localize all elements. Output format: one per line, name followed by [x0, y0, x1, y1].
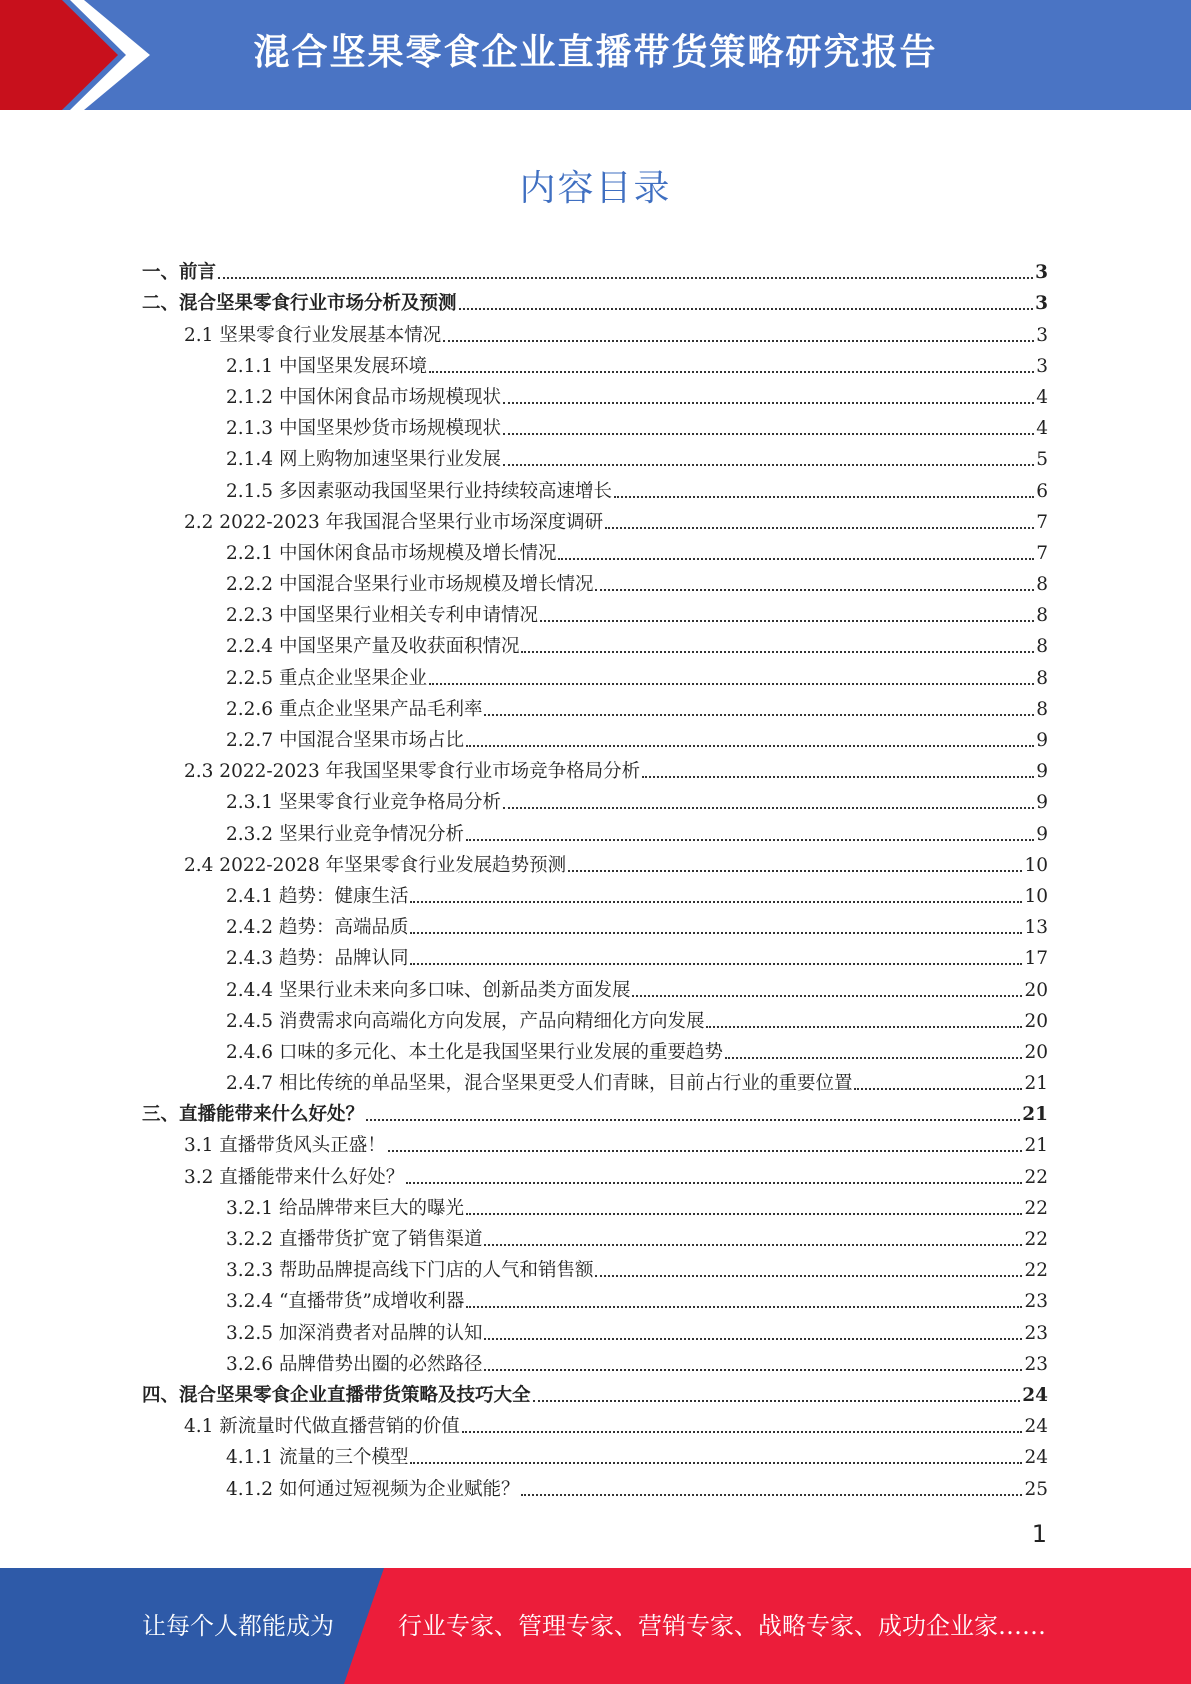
toc-entry-page: 8: [1036, 698, 1048, 720]
toc-entry[interactable]: [142, 441, 1048, 472]
toc-leader-dots: [595, 589, 1034, 591]
toc-entry[interactable]: [142, 1003, 1048, 1034]
toc-entry-page: 3: [1036, 324, 1048, 346]
footer-slogan-right: 行业专家、管理专家、营销专家、战略专家、成功企业家……: [398, 1612, 1046, 1640]
toc-entry-title: 2.4.5 消费需求向高端化方向发展，产品向精细化方向发展: [226, 1010, 705, 1032]
toc-leader-dots: [410, 1462, 1022, 1464]
toc-entry-page: 23: [1024, 1322, 1048, 1344]
toc-entry-page: 20: [1024, 979, 1048, 1001]
toc-entry-page: 9: [1036, 792, 1048, 814]
toc-leader-dots: [706, 1026, 1022, 1028]
toc-leader-dots: [429, 371, 1034, 373]
toc-entry-page: 8: [1036, 574, 1048, 596]
toc-leader-dots: [503, 402, 1034, 404]
toc-entry-page: 5: [1036, 449, 1048, 471]
toc-entry-page: 8: [1036, 636, 1048, 658]
toc-entry-title: 3.2.6 品牌借势出圈的必然路径: [226, 1353, 483, 1375]
toc-entry-title: 四、混合坚果零食企业直播带货策略及技巧大全: [142, 1384, 531, 1406]
toc-entry-title: 4.1.1 流量的三个模型: [226, 1447, 409, 1469]
toc-entry-page: 24: [1022, 1384, 1048, 1406]
toc-entry[interactable]: [142, 1314, 1048, 1345]
toc-entry[interactable]: [142, 940, 1048, 971]
toc-entry[interactable]: [142, 1470, 1048, 1501]
toc-leader-dots: [429, 683, 1034, 685]
toc-entry-title: 2.4 2022-2028 年坚果零食行业发展趋势预测: [184, 854, 567, 876]
toc-leader-dots: [503, 433, 1034, 435]
toc-entry-title: 3.2.3 帮助品牌提高线下门店的人气和销售额: [226, 1260, 594, 1282]
toc-entry[interactable]: [142, 628, 1048, 659]
toc-entry-title: 4.1.2 如何通过短视频为企业赋能？: [226, 1478, 520, 1500]
toc-entry-title: 2.2.3 中国坚果行业相关专利申请情况: [226, 605, 538, 627]
toc-entry-page: 21: [1022, 1104, 1048, 1126]
toc-leader-dots: [462, 1431, 1023, 1433]
toc-entry[interactable]: [142, 1190, 1048, 1221]
toc-entry-page: 21: [1024, 1073, 1048, 1095]
toc-entry-title: 2.2.6 重点企业坚果产品毛利率: [226, 698, 483, 720]
toc-leader-dots: [466, 839, 1034, 841]
toc-entry-page: 23: [1024, 1353, 1048, 1375]
toc-leader-dots: [459, 308, 1034, 310]
toc-entry-page: 3: [1035, 262, 1048, 284]
toc-leader-dots: [540, 620, 1034, 622]
toc-entry-page: 6: [1036, 480, 1048, 502]
toc-entry-title: 2.3.2 坚果行业竞争情况分析: [226, 823, 464, 845]
page-number: 1: [1031, 1520, 1047, 1548]
report-title: 混合坚果零食企业直播带货策略研究报告: [253, 32, 938, 73]
toc-entry[interactable]: [142, 1158, 1048, 1189]
toc-entry[interactable]: [142, 504, 1048, 535]
toc-entry-title: 2.2.4 中国坚果产量及收获面积情况: [226, 636, 520, 658]
toc-entry[interactable]: [142, 1439, 1048, 1470]
toc-entry[interactable]: [142, 472, 1048, 503]
toc-entry-page: 17: [1024, 948, 1048, 970]
toc-entry-page: 20: [1024, 1010, 1048, 1032]
toc-entry-title: 2.4.2 趋势：高端品质: [226, 917, 409, 939]
toc-entry-title: 2.1.2 中国休闲食品市场规模现状: [226, 386, 501, 408]
toc-entry-title: 2.1.4 网上购物加速坚果行业发展: [226, 449, 501, 471]
toc-leader-dots: [484, 1338, 1022, 1340]
toc-leader-dots: [484, 714, 1034, 716]
toc-entry[interactable]: [142, 316, 1048, 347]
toc-entry-page: 3: [1036, 355, 1048, 377]
toc-entry-page: 20: [1024, 1041, 1048, 1063]
toc-entry-title: 2.4.7 相比传统的单品坚果，混合坚果更受人们青睐，目前占行业的重要位置: [226, 1073, 853, 1095]
toc-entry-title: 2.4.4 坚果行业未来向多口味、创新品类方面发展: [226, 979, 631, 1001]
toc-entry-title: 2.2 2022-2023 年我国混合坚果行业市场深度调研: [184, 511, 604, 533]
toc-entry-title: 2.2.2 中国混合坚果行业市场规模及增长情况: [226, 574, 594, 596]
toc-entry[interactable]: [142, 753, 1048, 784]
toc-entry-title: 2.1 坚果零食行业发展基本情况: [184, 324, 442, 346]
toc-entry-page: 21: [1024, 1135, 1048, 1157]
toc-entry-title: 2.2.5 重点企业坚果企业: [226, 667, 427, 689]
toc-entry[interactable]: [142, 659, 1048, 690]
toc-leader-dots: [521, 651, 1034, 653]
toc-entry-page: 3: [1035, 293, 1048, 315]
toc-entry[interactable]: [142, 1034, 1048, 1065]
toc-leader-dots: [642, 776, 1034, 778]
toc-entry[interactable]: [142, 1408, 1048, 1439]
toc-entry-title: 3.2.5 加深消费者对品牌的认知: [226, 1322, 483, 1344]
toc-entry-title: 2.2.7 中国混合坚果市场占比: [226, 730, 464, 751]
toc-leader-dots: [218, 277, 1033, 279]
toc-leader-dots: [725, 1057, 1022, 1059]
toc-leader-dots: [466, 1213, 1022, 1215]
table-of-contents: [142, 254, 1048, 1502]
toc-entry-page: 7: [1036, 542, 1048, 564]
toc-entry[interactable]: [142, 909, 1048, 940]
toc-entry-page: 25: [1024, 1478, 1048, 1500]
toc-leader-dots: [605, 527, 1034, 529]
toc-leader-dots: [632, 995, 1022, 997]
toc-leader-dots: [503, 464, 1034, 466]
toc-entry-title: 2.1.1 中国坚果发展环境: [226, 355, 427, 377]
toc-leader-dots: [614, 496, 1034, 498]
toc-entry-page: 24: [1024, 1447, 1048, 1469]
toc-entry[interactable]: [142, 971, 1048, 1002]
toc-entry-title: 3.2.2 直播带货扩宽了销售渠道: [226, 1229, 483, 1250]
toc-entry-page: 9: [1036, 730, 1048, 751]
toc-entry-title: 2.4.1 趋势：健康生活: [226, 885, 409, 907]
toc-leader-dots: [854, 1088, 1022, 1090]
toc-entry[interactable]: [142, 1127, 1048, 1158]
toc-entry[interactable]: [142, 566, 1048, 597]
toc-entry[interactable]: [142, 722, 1048, 753]
toc-entry-title: 2.1.3 中国坚果炒货市场规模现状: [226, 418, 501, 440]
toc-entry-title: 2.1.5 多因素驱动我国坚果行业持续较高速增长: [226, 480, 612, 502]
toc-entry[interactable]: [142, 1283, 1048, 1314]
toc-entry[interactable]: [142, 597, 1048, 628]
toc-entry[interactable]: [142, 878, 1048, 909]
toc-entry-page: 4: [1036, 386, 1048, 408]
toc-entry[interactable]: [142, 254, 1048, 285]
toc-entry-title: 一、前言: [142, 262, 217, 284]
toc-entry-page: 22: [1024, 1166, 1048, 1188]
toc-entry-title: 4.1 新流量时代做直播营销的价值: [184, 1416, 460, 1438]
toc-leader-dots: [406, 1182, 1022, 1184]
toc-entry-page: 10: [1024, 885, 1048, 907]
toc-leader-dots: [466, 1306, 1022, 1308]
toc-entry-title: 2.4.3 趋势：品牌认同: [226, 948, 409, 970]
toc-entry[interactable]: [142, 1252, 1048, 1283]
toc-entry-page: 8: [1036, 667, 1048, 689]
toc-entry-title: 三、直播能带来什么好处？: [142, 1104, 365, 1126]
toc-entry-title: 2.3.1 坚果零食行业竞争格局分析: [226, 792, 501, 814]
toc-entry-page: 22: [1024, 1229, 1048, 1250]
toc-entry[interactable]: [142, 348, 1048, 379]
toc-entry-page: 22: [1024, 1197, 1048, 1219]
toc-entry[interactable]: [142, 410, 1048, 441]
footer-band: [0, 1568, 1191, 1684]
toc-leader-dots: [484, 1369, 1022, 1371]
toc-entry-page: 4: [1036, 418, 1048, 440]
toc-leader-dots: [568, 870, 1022, 872]
toc-entry[interactable]: [142, 784, 1048, 815]
toc-entry-title: 3.2.1 给品牌带来巨大的曝光: [226, 1197, 464, 1219]
toc-entry-title: 3.2 直播能带来什么好处？: [184, 1166, 405, 1188]
toc-leader-dots: [533, 1400, 1021, 1402]
toc-entry[interactable]: [142, 847, 1048, 878]
toc-entry[interactable]: [142, 691, 1048, 722]
toc-entry-page: 8: [1036, 605, 1048, 627]
toc-entry[interactable]: [142, 535, 1048, 566]
toc-entry-page: 24: [1024, 1416, 1048, 1438]
toc-heading: 内容目录: [519, 168, 672, 209]
toc-entry-title: 二、混合坚果零食行业市场分析及预测: [142, 293, 457, 315]
toc-leader-dots: [443, 340, 1034, 342]
toc-leader-dots: [558, 558, 1034, 560]
toc-entry-page: 23: [1024, 1291, 1048, 1313]
toc-leader-dots: [595, 1275, 1022, 1277]
toc-leader-dots: [410, 901, 1022, 903]
toc-entry-title: 2.2.1 中国休闲食品市场规模及增长情况: [226, 542, 557, 564]
toc-entry-title: 2.3 2022-2023 年我国坚果零食行业市场竞争格局分析: [184, 761, 641, 783]
toc-leader-dots: [503, 807, 1034, 809]
toc-entry-page: 22: [1024, 1260, 1048, 1282]
toc-entry[interactable]: [142, 815, 1048, 846]
toc-entry[interactable]: [142, 1065, 1048, 1096]
toc-leader-dots: [410, 963, 1022, 965]
toc-leader-dots: [466, 745, 1034, 747]
toc-leader-dots: [484, 1244, 1022, 1246]
toc-entry[interactable]: [142, 1096, 1048, 1127]
toc-leader-dots: [366, 1119, 1020, 1121]
toc-leader-dots: [410, 932, 1022, 934]
toc-entry-page: 7: [1036, 511, 1048, 533]
toc-entry-page: 13: [1024, 917, 1048, 939]
toc-entry-page: 9: [1036, 761, 1048, 783]
footer-slogan-left: 让每个人都能成为: [142, 1612, 334, 1640]
toc-entry[interactable]: [142, 1221, 1048, 1252]
toc-entry[interactable]: [142, 1346, 1048, 1377]
toc-entry-page: 10: [1024, 854, 1048, 876]
header-band: [0, 0, 1191, 110]
toc-leader-dots: [388, 1150, 1023, 1152]
toc-entry[interactable]: [142, 285, 1048, 316]
toc-entry-title: 3.1 直播带货风头正盛！: [184, 1135, 386, 1157]
toc-entry-title: 3.2.4 “直播带货”成增收利器: [226, 1291, 465, 1313]
toc-entry[interactable]: [142, 1377, 1048, 1408]
toc-entry-page: 9: [1036, 823, 1048, 845]
toc-entry[interactable]: [142, 379, 1048, 410]
toc-leader-dots: [521, 1494, 1022, 1496]
toc-entry-title: 2.4.6 口味的多元化、本土化是我国坚果行业发展的重要趋势: [226, 1041, 723, 1063]
